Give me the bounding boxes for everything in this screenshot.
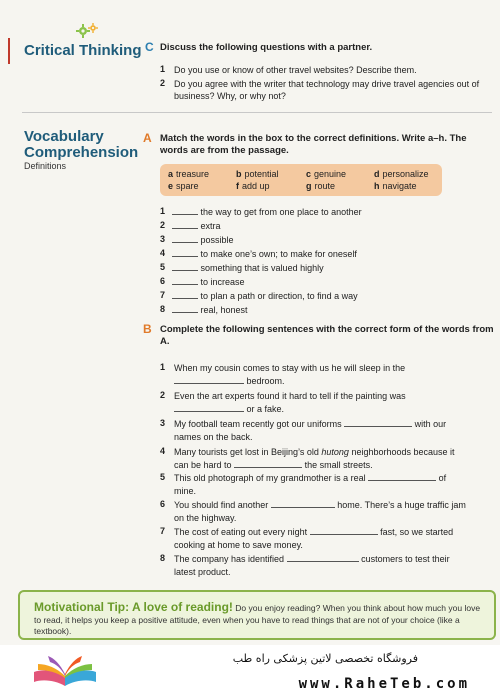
section-title-vocabulary: Vocabulary bbox=[24, 128, 104, 145]
sentence-line: latest product. bbox=[174, 567, 231, 577]
sentence-line: The cost of eating out every night fast, so we started bbox=[174, 527, 454, 537]
sentence-line: mine. bbox=[174, 486, 197, 496]
word-item: a treasure bbox=[168, 169, 210, 179]
answer-blank[interactable] bbox=[271, 499, 335, 508]
item-number: 4 bbox=[160, 248, 166, 258]
definition-item: extra bbox=[172, 220, 221, 232]
answer-blank[interactable] bbox=[174, 375, 244, 384]
answer-blank[interactable] bbox=[174, 403, 244, 412]
open-book-logo-icon bbox=[30, 652, 100, 692]
item-number: 5 bbox=[160, 472, 166, 482]
sentence-line: cooking at home to save money. bbox=[174, 540, 303, 550]
definition-item: to make one’s own; to make for oneself bbox=[172, 248, 357, 260]
item-number: 1 bbox=[160, 362, 166, 372]
exercise-letter: C bbox=[145, 40, 154, 54]
word-item: h navigate bbox=[374, 181, 417, 191]
answer-blank[interactable] bbox=[172, 206, 198, 215]
section-title-comprehension: Comprehension bbox=[24, 144, 139, 161]
sentence-line: Many tourists get lost in Beijing’s old hutong neighborhoods because it bbox=[174, 447, 455, 457]
answer-blank[interactable] bbox=[172, 262, 198, 271]
definition-item: to plan a path or direction, to find a way bbox=[172, 290, 358, 302]
answer-blank[interactable] bbox=[234, 459, 302, 468]
question-text: Do you use or know of other travel websites? Describe them. bbox=[174, 65, 417, 75]
sentence-line: You should find another home. There’s a huge traffic jam bbox=[174, 500, 466, 510]
answer-blank[interactable] bbox=[172, 276, 198, 285]
definition-item: to increase bbox=[172, 276, 245, 288]
item-number: 6 bbox=[160, 276, 166, 286]
item-number: 4 bbox=[160, 446, 166, 456]
definition-item: real, honest bbox=[172, 304, 248, 316]
section-title-critical-thinking: Critical Thinking bbox=[24, 42, 142, 59]
exercise-letter: A bbox=[143, 131, 152, 145]
answer-blank[interactable] bbox=[310, 526, 378, 535]
sentence-line: can be hard to the small streets. bbox=[174, 460, 373, 470]
question-text: Do you agree with the writer that technology may drive travel agencies out of business? Why, or why not? bbox=[174, 79, 480, 101]
item-number: 2 bbox=[160, 220, 166, 230]
section-subtitle: Definitions bbox=[24, 161, 67, 171]
sentence-line: This old photograph of my grandmother is a real of bbox=[174, 473, 447, 483]
item-number: 8 bbox=[160, 304, 166, 314]
item-number: 7 bbox=[160, 526, 166, 536]
item-number: 3 bbox=[160, 418, 166, 428]
answer-blank[interactable] bbox=[172, 234, 198, 243]
word-box bbox=[160, 164, 442, 196]
answer-blank[interactable] bbox=[287, 553, 359, 562]
question-number: 2 bbox=[160, 78, 166, 88]
item-number: 7 bbox=[160, 290, 166, 300]
word-item: c genuine bbox=[306, 169, 347, 179]
gear-icon bbox=[88, 20, 98, 38]
word-item: e spare bbox=[168, 181, 199, 191]
sentence-line: When my cousin comes to stay with us he will sleep in the bbox=[174, 363, 406, 373]
item-number: 1 bbox=[160, 206, 166, 216]
answer-blank[interactable] bbox=[172, 304, 198, 313]
item-number: 8 bbox=[160, 553, 166, 563]
item-number: 6 bbox=[160, 499, 166, 509]
footer-store-name: فروشگاه تخصصی لاتین پزشکی راه طب bbox=[232, 652, 418, 665]
section-divider bbox=[22, 112, 492, 113]
footer-url[interactable]: www.RaheTeb.com bbox=[298, 676, 470, 692]
exercise-heading: Complete the following sentences with the correct form of the words from A. bbox=[160, 324, 494, 347]
definition-item: the way to get from one place to another bbox=[172, 206, 362, 218]
sentence-line: My football team recently got our uniforms with our bbox=[174, 419, 447, 429]
answer-blank[interactable] bbox=[172, 290, 198, 299]
answer-blank[interactable] bbox=[368, 472, 436, 481]
section-accent-bar bbox=[8, 38, 10, 64]
item-number: 2 bbox=[160, 390, 166, 400]
item-number: 3 bbox=[160, 234, 166, 244]
sentence-line: names on the back. bbox=[174, 432, 253, 442]
definition-item: possible bbox=[172, 234, 234, 246]
word-item: g route bbox=[306, 181, 336, 191]
sentence-line: on the highway. bbox=[174, 513, 237, 523]
item-number: 5 bbox=[160, 262, 166, 272]
sentence-line: Even the art experts found it hard to tell if the painting was bbox=[174, 391, 406, 401]
definition-item: something that is valued highly bbox=[172, 262, 324, 274]
sentence-line: The company has identified customers to test their bbox=[174, 554, 450, 564]
answer-blank[interactable] bbox=[344, 418, 412, 427]
tip-title: Motivational Tip: A love of reading! bbox=[34, 600, 233, 614]
word-item: d personalize bbox=[374, 169, 429, 179]
answer-blank[interactable] bbox=[172, 220, 198, 229]
word-item: b potential bbox=[236, 169, 279, 179]
sentence-line: bedroom. bbox=[174, 375, 285, 387]
tip-text: Motivational Tip: A love of reading! Do you enjoy reading? When you think about how much you love to read, it helps you keep a positive attitude, even when you have to read things that are not of your choice (like a textbook). bbox=[34, 600, 481, 636]
sentence-line: or a fake. bbox=[174, 403, 284, 415]
answer-blank[interactable] bbox=[172, 248, 198, 257]
question-number: 1 bbox=[160, 64, 166, 74]
word-item: f add up bbox=[236, 181, 270, 191]
exercise-heading: Discuss the following questions with a partner. bbox=[160, 42, 373, 53]
exercise-letter: B bbox=[143, 322, 152, 336]
motivational-tip-box bbox=[18, 590, 496, 640]
exercise-heading: Match the words in the box to the correct definitions. Write a–h. The words are from the passage. bbox=[160, 133, 467, 156]
